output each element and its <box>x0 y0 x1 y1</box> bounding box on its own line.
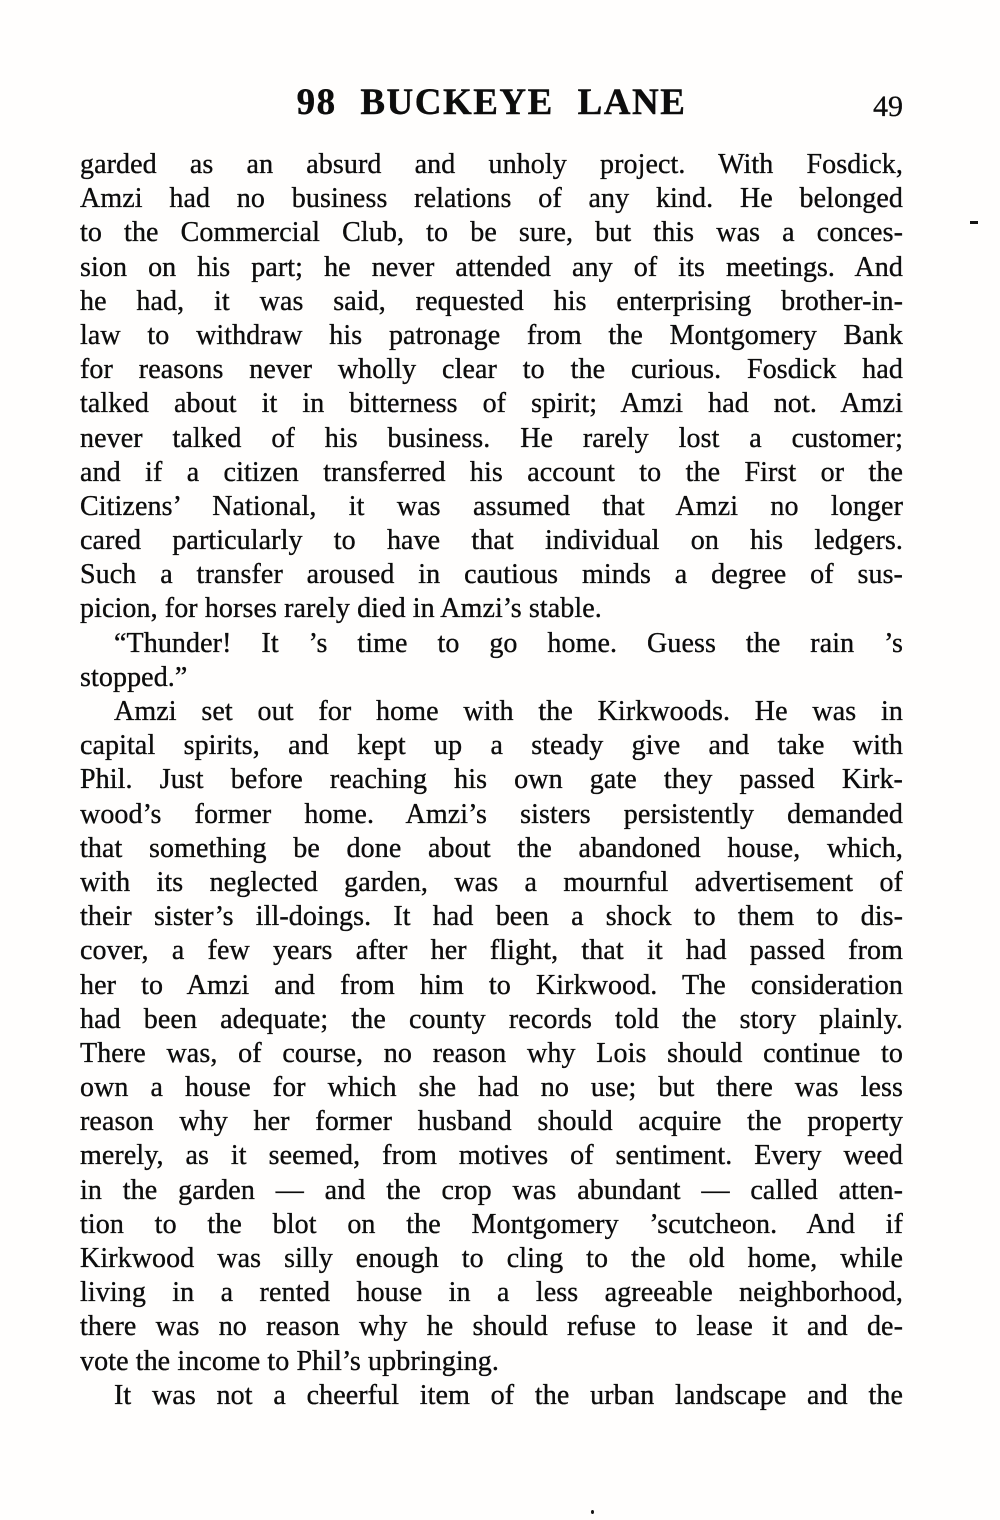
scan-speck-bottom <box>591 1510 594 1514</box>
text-line: cover, a few years after her flight, that it had passed from <box>80 935 903 967</box>
text-line: vote the income to Phil’s upbringing. <box>80 1345 499 1377</box>
running-header-title: 98 BUCKEYE LANE <box>296 82 687 123</box>
text-line: sion on his part; he never attended any of its meetings. And <box>80 251 903 283</box>
text-line: garded as an absurd and unholy project. With Fosdick, <box>80 149 903 180</box>
text-line: stopped.” <box>80 661 188 693</box>
text-line: he had, it was said, requested his enterprising brother-in- <box>80 285 903 317</box>
text-line: their sister’s ill-doings. It had been a shock to them to dis- <box>80 901 903 933</box>
text-line: “Thunder! It ’s time to go home. Guess the rain ’s <box>114 627 903 659</box>
text-line: Amzi set out for home with the Kirkwoods. He was in <box>114 696 903 727</box>
text-line: merely, as it seemed, from motives of sentiment. Every weed <box>80 1140 903 1172</box>
text-line: picion, for horses rarely died in Amzi’s stable. <box>80 593 602 625</box>
text-line: It was not a cheerful item of the urban landscape and the <box>114 1379 903 1411</box>
text-line: Phil. Just before reaching his own gate they passed Kirk- <box>80 764 903 796</box>
text-line: reason why her former husband should acquire the property <box>80 1106 903 1138</box>
text-line: with its neglected garden, was a mournful advertisement of <box>80 866 903 898</box>
text-line: There was, of course, no reason why Lois should continue to <box>80 1037 903 1069</box>
text-line: Amzi had no business relations of any kind. He belonged <box>80 183 903 215</box>
text-line: in the garden — and the crop was abundant — called atten- <box>80 1174 903 1206</box>
text-line: there was no reason why he should refuse to lease it and de- <box>80 1311 903 1343</box>
text-line: and if a citizen transferred his account to the First or the <box>80 456 903 488</box>
text-line: talked about it in bitterness of spirit; Amzi had not. Amzi <box>80 388 903 420</box>
text-line: never talked of his business. He rarely lost a customer; <box>80 422 903 454</box>
text-line: to the Commercial Club, to be sure, but this was a conces- <box>80 217 903 249</box>
text-line: living in a rented house in a less agreeable neighborhood, <box>80 1277 903 1309</box>
text-line: law to withdraw his patronage from the Montgomery Bank <box>80 319 903 351</box>
text-line: that something be done about the abandoned house, which, <box>80 832 903 864</box>
text-line: her to Amzi and from him to Kirkwood. The consideration <box>80 969 903 1001</box>
text-line: wood’s former home. Amzi’s sisters persistently demanded <box>80 798 903 830</box>
text-line: Kirkwood was silly enough to cling to the old home, while <box>80 1243 903 1274</box>
text-line: cared particularly to have that individual on his ledgers. <box>80 525 903 557</box>
text-line: capital spirits, and kept up a steady give and take with <box>80 730 903 762</box>
text-line: for reasons never wholly clear to the curious. Fosdick had <box>80 354 903 386</box>
text-line: Such a transfer aroused in cautious minds a degree of sus- <box>80 559 903 591</box>
page-number: 49 <box>873 90 903 123</box>
text-line: own a house for which she had no use; but there was less <box>80 1072 903 1104</box>
text-line: Citizens’ National, it was assumed that Amzi no longer <box>80 490 903 522</box>
page-body <box>80 148 903 1413</box>
text-line: tion to the blot on the Montgomery ’scutcheon. And if <box>80 1208 903 1240</box>
scan-speck-right <box>970 221 978 224</box>
text-line: had been adequate; the county records told the story plainly. <box>80 1003 903 1035</box>
